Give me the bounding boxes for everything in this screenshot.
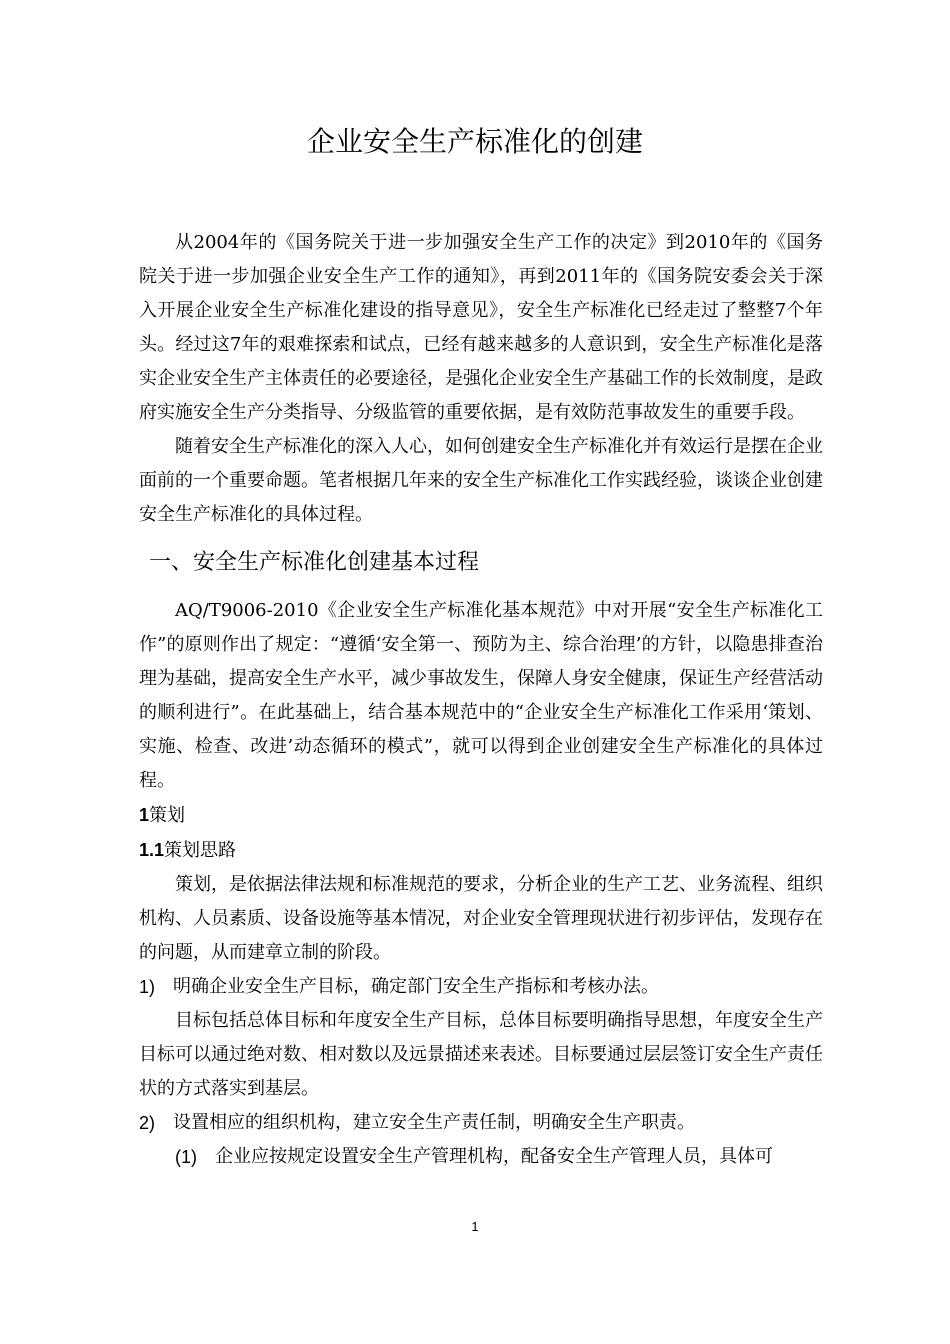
document-body: [139, 226, 823, 1174]
sub-item-1-marker: (1): [175, 1147, 197, 1167]
heading-1-1-number: 1.1: [139, 840, 165, 860]
sub-item-1-text: 企业应按规定设置安全生产管理机构，配备安全生产管理人员，具体可: [215, 1146, 773, 1167]
heading-1-1: [139, 833, 823, 868]
heading-1-1-text: 策划思路: [164, 840, 237, 861]
intro-paragraph-2: 随着安全生产标准化的深入人心，如何创建安全生产标准化并有效运行是摆在企业面前的一个重要命题。笔者根据几年来的安全生产标准化工作实践经验，谈谈企业创建安全生产标准化的具体过程。: [139, 436, 823, 525]
heading-1: [139, 798, 823, 833]
page-number: 1: [471, 1219, 479, 1234]
list-item-2-text: 设置相应的组织机构，建立安全生产责任制，明确安全生产职责。: [173, 1112, 695, 1133]
list-item-2-marker: 2): [139, 1113, 156, 1133]
section-1-heading: 一、安全生产标准化创建基本过程: [149, 550, 480, 575]
document-title: 企业安全生产标准化的创建: [306, 125, 643, 158]
list-item-1-text: 明确企业安全生产目标，确定部门安全生产指标和考核办法。: [173, 976, 659, 997]
planning-paragraph: 策划，是依据法律法规和标准规范的要求，分析企业的生产工艺、业务流程、组织机构、人员素质、设备设施等基本情况，对企业安全管理现状进行初步评估，发现存在的问题，从而建章立制的阶段。: [139, 874, 823, 963]
heading-1-text: 策划: [149, 805, 186, 826]
sub-item-1: [139, 1140, 823, 1174]
heading-1-number: 1: [139, 805, 150, 825]
list-item-1-marker: 1): [139, 977, 156, 997]
list-item-1: [139, 970, 823, 1004]
list-item-1-paragraph: 目标包括总体目标和年度安全生产目标，总体目标要明确指导思想，年度安全生产目标可以通过绝对数、相对数以及远景描述来表述。目标要通过层层签订安全生产责任状的方式落实到基层。: [139, 1010, 823, 1099]
list-item-2: [139, 1106, 823, 1140]
section-1-paragraph: AQ/T9006-2010《企业安全生产标准化基本规范》中对开展“安全生产标准化工作”的原则作出了规定：“遵循‘安全第一、预防为主、综合治理’的方针，以隐患排查治理为基础，提高安全生产水平，减少事故发生，保障人身安全健康，保证生产经营活动的顺利进行”。在此基础上，结合基本规范中的“企业安全生产标准化工作采用‘策划、实施、检查、改进’动态循环的模式”，就可以得到企业创建安全生产标准化的具体过程。: [139, 600, 823, 791]
intro-paragraph-1: 从2004年的《国务院关于进一步加强安全生产工作的决定》到2010年的《国务院关于进一步加强企业安全生产工作的通知》，再到2011年的《国务院安委会关于深入开展企业安全生产标准化建设的指导意见》，安全生产标准化已经走过了整整7个年头。经过这7年的艰难探索和试点，已经有越来越多的人意识到，安全生产标准化是落实企业安全生产主体责任的必要途径，是强化企业安全生产基础工作的长效制度，是政府实施安全生产分类指导、分级监管的重要依据，是有效防范事故发生的重要手段。: [139, 232, 823, 423]
